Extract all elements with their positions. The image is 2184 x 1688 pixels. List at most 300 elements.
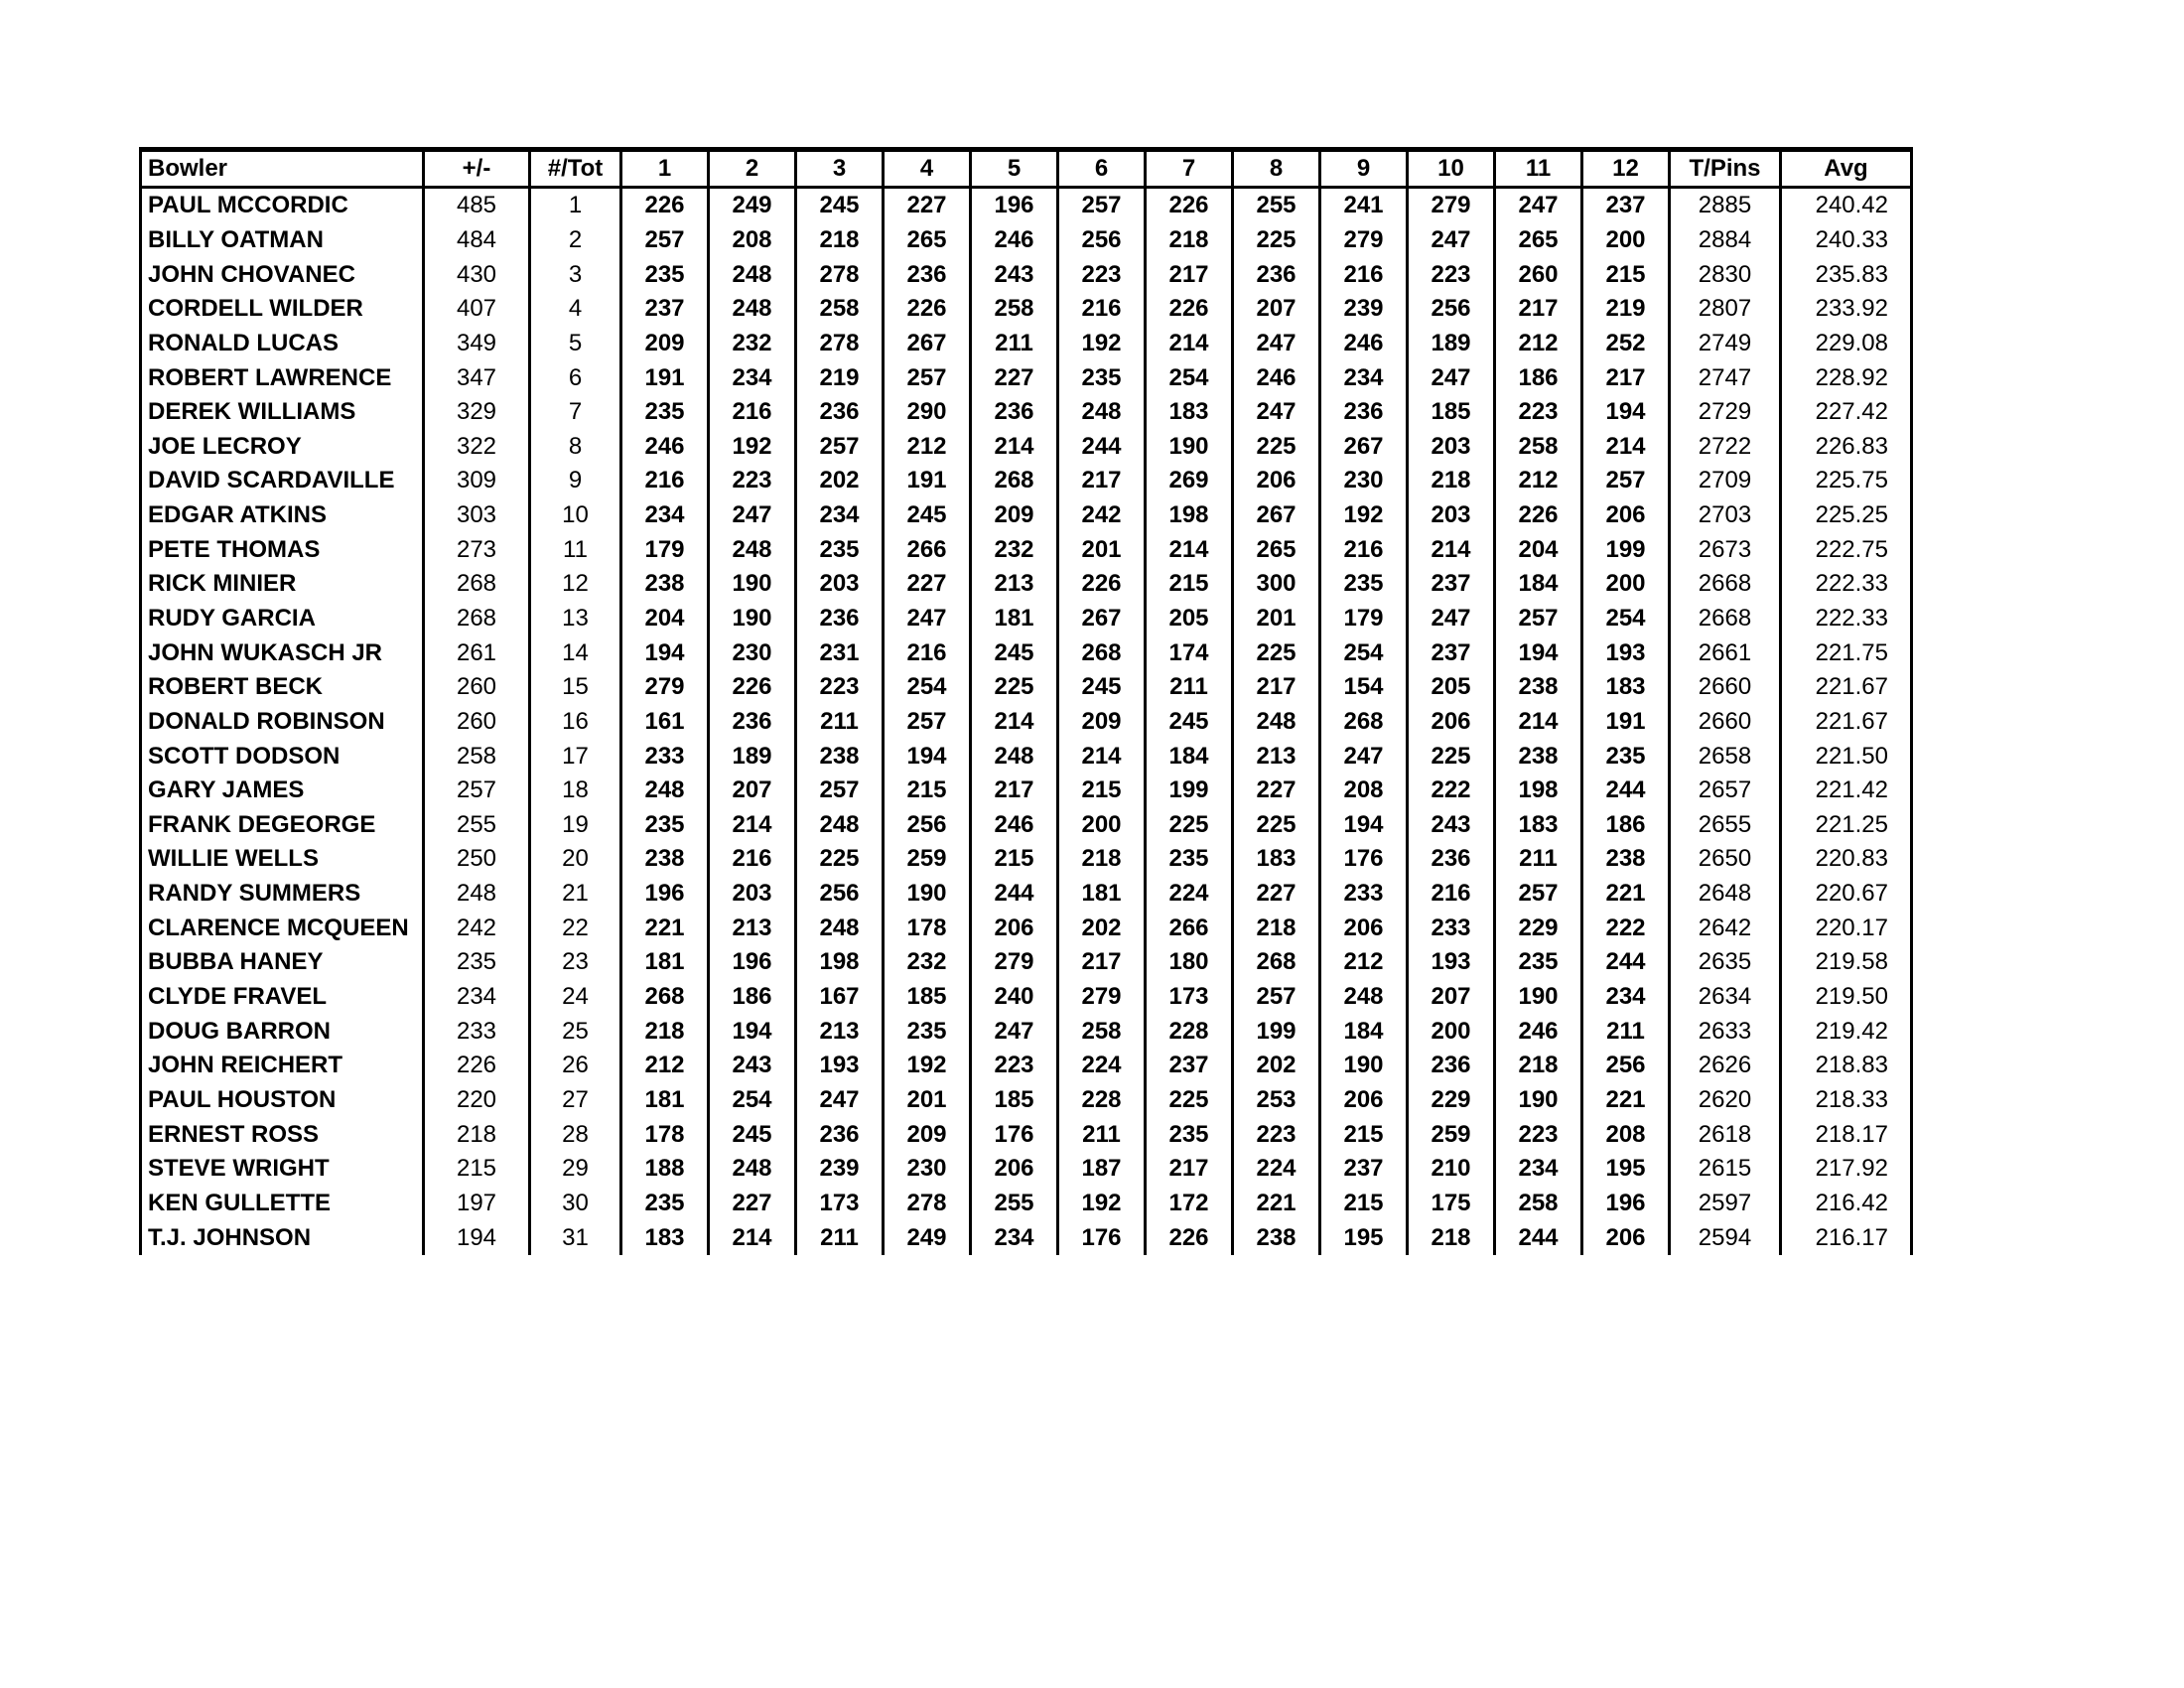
game-score: 187 xyxy=(1058,1152,1146,1187)
table-row xyxy=(141,842,1912,877)
game-score: 196 xyxy=(621,877,709,912)
game-score: 248 xyxy=(709,532,796,567)
game-score: 233 xyxy=(1408,911,1495,945)
game-score: 211 xyxy=(796,1220,884,1255)
game-score: 206 xyxy=(971,1152,1058,1187)
game-score: 207 xyxy=(1233,292,1320,327)
game-score: 173 xyxy=(1146,980,1233,1015)
total-pins-value: 2642 xyxy=(1670,911,1781,945)
average-value: 220.17 xyxy=(1781,911,1912,945)
game-score: 247 xyxy=(796,1083,884,1118)
rank-value: 16 xyxy=(530,705,621,740)
game-score: 258 xyxy=(1058,1014,1146,1049)
game-score: 214 xyxy=(1582,429,1670,464)
plus-minus-value: 309 xyxy=(424,464,530,498)
game-score: 216 xyxy=(1320,532,1408,567)
game-score: 246 xyxy=(971,808,1058,843)
game-score: 227 xyxy=(1233,774,1320,808)
bowler-name: EDGAR ATKINS xyxy=(141,498,424,533)
rank-value: 31 xyxy=(530,1220,621,1255)
game-score: 225 xyxy=(1233,223,1320,258)
game-score: 232 xyxy=(971,532,1058,567)
game-score: 235 xyxy=(796,532,884,567)
total-pins-value: 2615 xyxy=(1670,1152,1781,1187)
game-score: 234 xyxy=(1582,980,1670,1015)
table-row xyxy=(141,808,1912,843)
game-score: 203 xyxy=(796,567,884,602)
plus-minus-value: 226 xyxy=(424,1049,530,1083)
game-score: 192 xyxy=(1058,1187,1146,1221)
game-score: 223 xyxy=(709,464,796,498)
game-score: 225 xyxy=(1146,808,1233,843)
game-score: 256 xyxy=(1408,292,1495,327)
game-score: 211 xyxy=(1058,1117,1146,1152)
game-score: 257 xyxy=(796,429,884,464)
game-score: 218 xyxy=(1408,464,1495,498)
bowler-name: CLYDE FRAVEL xyxy=(141,980,424,1015)
game-score: 238 xyxy=(621,567,709,602)
table-row xyxy=(141,188,1912,223)
bowler-name: CLARENCE MCQUEEN xyxy=(141,911,424,945)
game-score: 196 xyxy=(1582,1187,1670,1221)
game-score: 190 xyxy=(1495,1083,1582,1118)
game-score: 185 xyxy=(1408,395,1495,430)
game-score: 178 xyxy=(621,1117,709,1152)
game-score: 190 xyxy=(1146,429,1233,464)
game-score: 193 xyxy=(1582,635,1670,670)
plus-minus-value: 233 xyxy=(424,1014,530,1049)
game-score: 225 xyxy=(1233,808,1320,843)
total-pins-value: 2620 xyxy=(1670,1083,1781,1118)
average-value: 216.17 xyxy=(1781,1220,1912,1255)
game-score: 172 xyxy=(1146,1187,1233,1221)
game-score: 212 xyxy=(1320,945,1408,980)
game-score: 254 xyxy=(709,1083,796,1118)
rank-value: 13 xyxy=(530,602,621,636)
average-value: 218.33 xyxy=(1781,1083,1912,1118)
game-score: 269 xyxy=(1146,464,1233,498)
game-score: 214 xyxy=(709,808,796,843)
game-score: 203 xyxy=(1408,498,1495,533)
game-score: 235 xyxy=(1582,739,1670,774)
game-score: 235 xyxy=(1320,567,1408,602)
game-score: 255 xyxy=(1233,188,1320,223)
game-score: 254 xyxy=(884,670,971,705)
plus-minus-value: 215 xyxy=(424,1152,530,1187)
rank-value: 29 xyxy=(530,1152,621,1187)
game-score: 268 xyxy=(621,980,709,1015)
average-value: 229.08 xyxy=(1781,327,1912,361)
rank-value: 14 xyxy=(530,635,621,670)
game-score: 239 xyxy=(1320,292,1408,327)
column-header-average: Avg xyxy=(1781,150,1912,188)
game-score: 206 xyxy=(1320,911,1408,945)
plus-minus-value: 407 xyxy=(424,292,530,327)
game-score: 230 xyxy=(1320,464,1408,498)
game-score: 206 xyxy=(1320,1083,1408,1118)
game-score: 227 xyxy=(971,360,1058,395)
game-score: 244 xyxy=(1582,774,1670,808)
game-score: 248 xyxy=(971,739,1058,774)
total-pins-value: 2657 xyxy=(1670,774,1781,808)
plus-minus-value: 235 xyxy=(424,945,530,980)
game-score: 212 xyxy=(621,1049,709,1083)
bowler-name: KEN GULLETTE xyxy=(141,1187,424,1221)
game-score: 236 xyxy=(884,257,971,292)
game-score: 218 xyxy=(1233,911,1320,945)
game-score: 226 xyxy=(1146,1220,1233,1255)
table-row xyxy=(141,1014,1912,1049)
total-pins-value: 2658 xyxy=(1670,739,1781,774)
game-score: 268 xyxy=(971,464,1058,498)
bowler-name: JOHN CHOVANEC xyxy=(141,257,424,292)
rank-value: 11 xyxy=(530,532,621,567)
table-row xyxy=(141,705,1912,740)
game-score: 190 xyxy=(709,602,796,636)
game-score: 254 xyxy=(1146,360,1233,395)
game-score: 212 xyxy=(1495,464,1582,498)
game-score: 184 xyxy=(1495,567,1582,602)
bowler-name: RUDY GARCIA xyxy=(141,602,424,636)
total-pins-value: 2618 xyxy=(1670,1117,1781,1152)
table-row xyxy=(141,464,1912,498)
game-score: 186 xyxy=(1582,808,1670,843)
bowler-name: PAUL HOUSTON xyxy=(141,1083,424,1118)
game-score: 217 xyxy=(1233,670,1320,705)
game-score: 230 xyxy=(884,1152,971,1187)
game-score: 178 xyxy=(884,911,971,945)
game-score: 214 xyxy=(971,705,1058,740)
game-score: 181 xyxy=(1058,877,1146,912)
game-score: 267 xyxy=(884,327,971,361)
table-row xyxy=(141,1187,1912,1221)
average-value: 227.42 xyxy=(1781,395,1912,430)
game-score: 237 xyxy=(1582,188,1670,223)
game-score: 209 xyxy=(884,1117,971,1152)
bowler-name: ERNEST ROSS xyxy=(141,1117,424,1152)
game-score: 249 xyxy=(709,188,796,223)
game-score: 247 xyxy=(1320,739,1408,774)
game-score: 247 xyxy=(884,602,971,636)
rank-value: 27 xyxy=(530,1083,621,1118)
column-header-game-11: 11 xyxy=(1495,150,1582,188)
column-header-rank: #/Tot xyxy=(530,150,621,188)
game-score: 199 xyxy=(1146,774,1233,808)
game-score: 193 xyxy=(1408,945,1495,980)
game-score: 225 xyxy=(971,670,1058,705)
game-score: 243 xyxy=(971,257,1058,292)
game-score: 186 xyxy=(709,980,796,1015)
total-pins-value: 2807 xyxy=(1670,292,1781,327)
game-score: 215 xyxy=(1058,774,1146,808)
game-score: 190 xyxy=(1320,1049,1408,1083)
game-score: 211 xyxy=(1582,1014,1670,1049)
game-score: 246 xyxy=(1495,1014,1582,1049)
game-score: 199 xyxy=(1233,1014,1320,1049)
game-score: 215 xyxy=(1320,1187,1408,1221)
game-score: 217 xyxy=(1058,945,1146,980)
average-value: 221.50 xyxy=(1781,739,1912,774)
game-score: 194 xyxy=(709,1014,796,1049)
game-score: 238 xyxy=(796,739,884,774)
game-score: 245 xyxy=(971,635,1058,670)
column-header-game-8: 8 xyxy=(1233,150,1320,188)
average-value: 221.25 xyxy=(1781,808,1912,843)
column-header-game-12: 12 xyxy=(1582,150,1670,188)
game-score: 188 xyxy=(621,1152,709,1187)
game-score: 192 xyxy=(1058,327,1146,361)
game-score: 215 xyxy=(884,774,971,808)
game-score: 200 xyxy=(1582,567,1670,602)
total-pins-value: 2635 xyxy=(1670,945,1781,980)
game-score: 242 xyxy=(1058,498,1146,533)
game-score: 211 xyxy=(1146,670,1233,705)
game-score: 221 xyxy=(1582,877,1670,912)
game-score: 226 xyxy=(1495,498,1582,533)
plus-minus-value: 255 xyxy=(424,808,530,843)
game-score: 248 xyxy=(709,1152,796,1187)
table-row xyxy=(141,1049,1912,1083)
rank-value: 3 xyxy=(530,257,621,292)
game-score: 243 xyxy=(709,1049,796,1083)
bowler-name: DOUG BARRON xyxy=(141,1014,424,1049)
game-score: 235 xyxy=(1495,945,1582,980)
game-score: 244 xyxy=(1582,945,1670,980)
game-score: 235 xyxy=(621,808,709,843)
bowler-name: STEVE WRIGHT xyxy=(141,1152,424,1187)
game-score: 257 xyxy=(884,360,971,395)
game-score: 227 xyxy=(709,1187,796,1221)
game-score: 183 xyxy=(1146,395,1233,430)
column-header-game-1: 1 xyxy=(621,150,709,188)
column-header-game-3: 3 xyxy=(796,150,884,188)
game-score: 176 xyxy=(1058,1220,1146,1255)
table-row xyxy=(141,257,1912,292)
game-score: 265 xyxy=(884,223,971,258)
table-row xyxy=(141,1083,1912,1118)
game-score: 226 xyxy=(884,292,971,327)
game-score: 235 xyxy=(621,257,709,292)
game-score: 217 xyxy=(1146,1152,1233,1187)
table-row xyxy=(141,395,1912,430)
game-score: 224 xyxy=(1146,877,1233,912)
game-score: 213 xyxy=(1233,739,1320,774)
bowler-name: T.J. JOHNSON xyxy=(141,1220,424,1255)
game-score: 223 xyxy=(796,670,884,705)
average-value: 240.42 xyxy=(1781,188,1912,223)
plus-minus-value: 248 xyxy=(424,877,530,912)
game-score: 204 xyxy=(1495,532,1582,567)
game-score: 214 xyxy=(971,429,1058,464)
game-score: 219 xyxy=(1582,292,1670,327)
game-score: 221 xyxy=(1582,1083,1670,1118)
game-score: 236 xyxy=(796,395,884,430)
total-pins-value: 2709 xyxy=(1670,464,1781,498)
table-row xyxy=(141,1220,1912,1255)
table-row xyxy=(141,429,1912,464)
game-score: 216 xyxy=(1408,877,1495,912)
rank-value: 15 xyxy=(530,670,621,705)
game-score: 248 xyxy=(796,911,884,945)
game-score: 216 xyxy=(709,395,796,430)
game-score: 247 xyxy=(1233,395,1320,430)
rank-value: 26 xyxy=(530,1049,621,1083)
game-score: 258 xyxy=(796,292,884,327)
table-row xyxy=(141,1152,1912,1187)
game-score: 185 xyxy=(971,1083,1058,1118)
game-score: 279 xyxy=(1320,223,1408,258)
rank-value: 1 xyxy=(530,188,621,223)
game-score: 256 xyxy=(884,808,971,843)
game-score: 257 xyxy=(621,223,709,258)
game-score: 201 xyxy=(1233,602,1320,636)
table-row xyxy=(141,911,1912,945)
average-value: 235.83 xyxy=(1781,257,1912,292)
game-score: 200 xyxy=(1408,1014,1495,1049)
game-score: 189 xyxy=(709,739,796,774)
table-row xyxy=(141,739,1912,774)
game-score: 238 xyxy=(621,842,709,877)
rank-value: 28 xyxy=(530,1117,621,1152)
game-score: 255 xyxy=(971,1187,1058,1221)
average-value: 228.92 xyxy=(1781,360,1912,395)
game-score: 218 xyxy=(621,1014,709,1049)
plus-minus-value: 268 xyxy=(424,567,530,602)
bowler-name: RONALD LUCAS xyxy=(141,327,424,361)
rank-value: 5 xyxy=(530,327,621,361)
game-score: 217 xyxy=(971,774,1058,808)
game-score: 206 xyxy=(1408,705,1495,740)
game-score: 190 xyxy=(709,567,796,602)
game-score: 248 xyxy=(709,292,796,327)
game-score: 258 xyxy=(1495,1187,1582,1221)
average-value: 240.33 xyxy=(1781,223,1912,258)
game-score: 198 xyxy=(796,945,884,980)
average-value: 220.83 xyxy=(1781,842,1912,877)
game-score: 195 xyxy=(1320,1220,1408,1255)
game-score: 212 xyxy=(1495,327,1582,361)
game-score: 236 xyxy=(971,395,1058,430)
table-row xyxy=(141,774,1912,808)
average-value: 219.42 xyxy=(1781,1014,1912,1049)
total-pins-value: 2729 xyxy=(1670,395,1781,430)
column-header-bowler: Bowler xyxy=(141,150,424,188)
game-score: 200 xyxy=(1058,808,1146,843)
game-score: 265 xyxy=(1233,532,1320,567)
game-score: 246 xyxy=(621,429,709,464)
game-score: 212 xyxy=(884,429,971,464)
game-score: 227 xyxy=(884,188,971,223)
game-score: 248 xyxy=(796,808,884,843)
column-header-game-7: 7 xyxy=(1146,150,1233,188)
game-score: 183 xyxy=(1495,808,1582,843)
game-score: 175 xyxy=(1408,1187,1495,1221)
game-score: 267 xyxy=(1320,429,1408,464)
game-score: 224 xyxy=(1058,1049,1146,1083)
bowler-name: JOE LECROY xyxy=(141,429,424,464)
plus-minus-value: 485 xyxy=(424,188,530,223)
game-score: 258 xyxy=(971,292,1058,327)
game-score: 186 xyxy=(1495,360,1582,395)
total-pins-value: 2650 xyxy=(1670,842,1781,877)
game-score: 176 xyxy=(1320,842,1408,877)
game-score: 215 xyxy=(1582,257,1670,292)
plus-minus-value: 257 xyxy=(424,774,530,808)
game-score: 229 xyxy=(1495,911,1582,945)
game-score: 213 xyxy=(709,911,796,945)
game-score: 217 xyxy=(1582,360,1670,395)
game-score: 176 xyxy=(971,1117,1058,1152)
game-score: 194 xyxy=(1320,808,1408,843)
game-score: 247 xyxy=(971,1014,1058,1049)
game-score: 247 xyxy=(1408,360,1495,395)
plus-minus-value: 268 xyxy=(424,602,530,636)
table-row xyxy=(141,327,1912,361)
game-score: 215 xyxy=(1320,1117,1408,1152)
game-score: 207 xyxy=(1408,980,1495,1015)
rank-value: 30 xyxy=(530,1187,621,1221)
game-score: 244 xyxy=(1495,1220,1582,1255)
game-score: 234 xyxy=(709,360,796,395)
total-pins-value: 2648 xyxy=(1670,877,1781,912)
table-header xyxy=(141,150,1912,188)
game-score: 240 xyxy=(971,980,1058,1015)
game-score: 215 xyxy=(971,842,1058,877)
game-score: 252 xyxy=(1582,327,1670,361)
total-pins-value: 2673 xyxy=(1670,532,1781,567)
game-score: 167 xyxy=(796,980,884,1015)
game-score: 231 xyxy=(796,635,884,670)
table-row xyxy=(141,498,1912,533)
game-score: 223 xyxy=(1495,395,1582,430)
game-score: 194 xyxy=(884,739,971,774)
header-row xyxy=(141,150,1912,188)
game-score: 236 xyxy=(796,602,884,636)
plus-minus-value: 197 xyxy=(424,1187,530,1221)
game-score: 247 xyxy=(1408,223,1495,258)
plus-minus-value: 322 xyxy=(424,429,530,464)
game-score: 268 xyxy=(1058,635,1146,670)
column-header-game-10: 10 xyxy=(1408,150,1495,188)
game-score: 225 xyxy=(1408,739,1495,774)
bowler-name: JOHN WUKASCH JR xyxy=(141,635,424,670)
game-score: 216 xyxy=(1058,292,1146,327)
total-pins-value: 2668 xyxy=(1670,567,1781,602)
total-pins-value: 2661 xyxy=(1670,635,1781,670)
game-score: 244 xyxy=(971,877,1058,912)
game-score: 218 xyxy=(1408,1220,1495,1255)
game-score: 246 xyxy=(971,223,1058,258)
game-score: 191 xyxy=(621,360,709,395)
game-score: 278 xyxy=(884,1187,971,1221)
game-score: 203 xyxy=(1408,429,1495,464)
table-row xyxy=(141,360,1912,395)
game-score: 205 xyxy=(1408,670,1495,705)
game-score: 218 xyxy=(796,223,884,258)
game-score: 257 xyxy=(1495,877,1582,912)
table-row xyxy=(141,980,1912,1015)
game-score: 256 xyxy=(1582,1049,1670,1083)
game-score: 226 xyxy=(1146,292,1233,327)
game-score: 181 xyxy=(971,602,1058,636)
game-score: 206 xyxy=(1582,498,1670,533)
average-value: 221.75 xyxy=(1781,635,1912,670)
rank-value: 8 xyxy=(530,429,621,464)
game-score: 239 xyxy=(796,1152,884,1187)
game-score: 279 xyxy=(1058,980,1146,1015)
bowler-name: WILLIE WELLS xyxy=(141,842,424,877)
average-value: 217.92 xyxy=(1781,1152,1912,1187)
